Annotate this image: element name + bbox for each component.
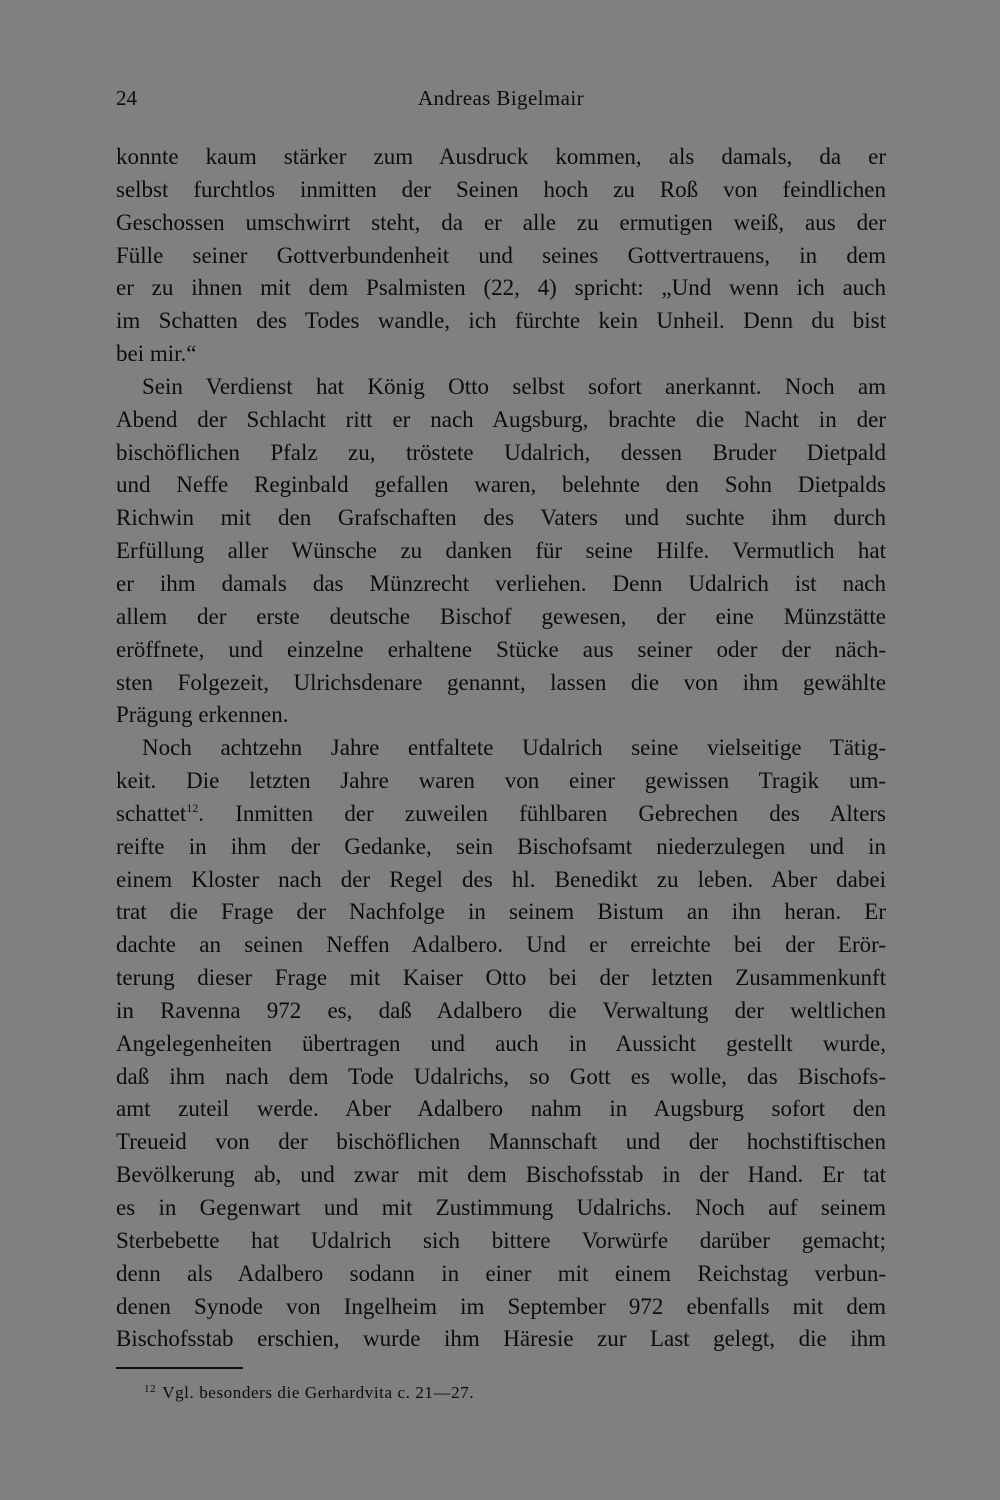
text-line: terung dieser Frage mit Kaiser Otto bei der letzten Zusammenkunft	[116, 965, 886, 991]
text-line: denn als Adalbero sodann in einer mit einem Reichstag verbun-	[116, 1260, 886, 1286]
text-line: Bevölkerung ab, und zwar mit dem Bischofsstab in der Hand. Er tat	[116, 1162, 886, 1188]
text-line: Sterbebette hat Udalrich sich bittere Vorwürfe darüber gemacht;	[116, 1227, 886, 1253]
text-segment: schattet	[116, 800, 187, 826]
text-line: selbst furchtlos inmitten der Seinen hoch zu Roß von feindlichen	[116, 176, 886, 202]
text-line: Noch achtzehn Jahre entfaltete Udalrich seine vielseitige Tätig-	[142, 735, 886, 761]
text-line: keit. Die letzten Jahre waren von einer gewissen Tragik um-	[116, 768, 886, 794]
page-number: 24	[116, 86, 137, 110]
text-line: reifte in ihm der Gedanke, sein Bischofsamt niederzulegen und in	[116, 833, 886, 859]
text-line: Sein Verdienst hat König Otto selbst sofort anerkannt. Noch am	[142, 373, 886, 399]
text-line: es in Gegenwart und mit Zustimmung Udalrichs. Noch auf seinem	[116, 1195, 886, 1220]
text-line: Abend der Schlacht ritt er nach Augsburg, brachte die Nacht in der	[116, 406, 886, 432]
text-line: bischöflichen Pfalz zu, tröstete Udalrich, dessen Bruder Dietpald	[116, 439, 886, 465]
text-line: Richwin mit den Grafschaften des Vaters und suchte ihm durch	[116, 505, 886, 531]
text-line: Angelegenheiten übertragen und auch in Aussicht gestellt wurde,	[116, 1030, 886, 1056]
text-line: Erfüllung aller Wünsche zu danken für seine Hilfe. Vermutlich hat	[116, 538, 886, 564]
footnote-marker: 12	[186, 800, 199, 815]
text-line: eröffnete, und einzelne erhaltene Stücke aus seiner oder der näch-	[116, 636, 886, 662]
body-text	[116, 141, 886, 1356]
text-line: er zu ihnen mit dem Psalmisten (22, 4) spricht: „Und wenn ich auch	[116, 275, 886, 301]
text-line: im Schatten des Todes wandle, ich fürchte kein Unheil. Denn du bist	[116, 308, 886, 334]
text-line: amt zuteil werde. Aber Adalbero nahm in Augsburg sofort den	[116, 1096, 886, 1122]
text-line: sten Folgezeit, Ulrichsdenare genannt, lassen die von ihm gewählte	[116, 669, 886, 695]
text-line: trat die Frage der Nachfolge in seinem Bistum an ihn heran. Er	[116, 899, 886, 925]
running-head: Andreas Bigelmair	[417, 86, 584, 110]
text-line: allem der erste deutsche Bischof gewesen, der eine Münzstätte	[116, 603, 886, 629]
text-line: daß ihm nach dem Tode Udalrichs, so Gott es wolle, das Bischofs-	[116, 1063, 886, 1089]
text-line: Prägung erkennen.	[116, 702, 289, 728]
text-line: dachte an seinen Neffen Adalbero. Und er erreichte bei der Erör-	[116, 932, 886, 958]
text-line: Treueid von der bischöflichen Mannschaft und der hochstiftischen	[116, 1129, 886, 1155]
footnote-number: 12	[144, 1383, 157, 1395]
text-line: bei mir.“	[116, 341, 197, 367]
text-line-with-footnote	[116, 798, 886, 831]
text-line: in Ravenna 972 es, daß Adalbero die Verwaltung der weltlichen	[116, 997, 886, 1023]
footnote-text: Vgl. besonders die Gerhardvita c. 21—27.	[162, 1383, 475, 1402]
text-line: einem Kloster nach der Regel des hl. Benedikt zu leben. Aber dabei	[116, 866, 886, 892]
footnote	[144, 1383, 474, 1403]
text-line: Fülle seiner Gottverbundenheit und seines Gottvertrauens, in dem	[116, 242, 886, 268]
text-segment: . Inmitten der zuweilen fühlbaren Gebrechen des Alters	[198, 800, 886, 826]
text-line: er ihm damals das Münzrecht verliehen. Denn Udalrich ist nach	[116, 570, 886, 596]
footnote-divider	[116, 1367, 243, 1369]
page-header	[116, 86, 886, 118]
text-line: konnte kaum stärker zum Ausdruck kommen, als damals, da er	[116, 144, 886, 169]
text-line: und Neffe Reginbald gefallen waren, belehnte den Sohn Dietpalds	[116, 472, 886, 498]
text-line: denen Synode von Ingelheim im September 972 ebenfalls mit dem	[116, 1293, 886, 1319]
text-line: Geschossen umschwirrt steht, da er alle zu ermutigen weiß, aus der	[116, 209, 886, 235]
text-line: Bischofsstab erschien, wurde ihm Häresie zur Last gelegt, die ihm	[116, 1326, 886, 1352]
